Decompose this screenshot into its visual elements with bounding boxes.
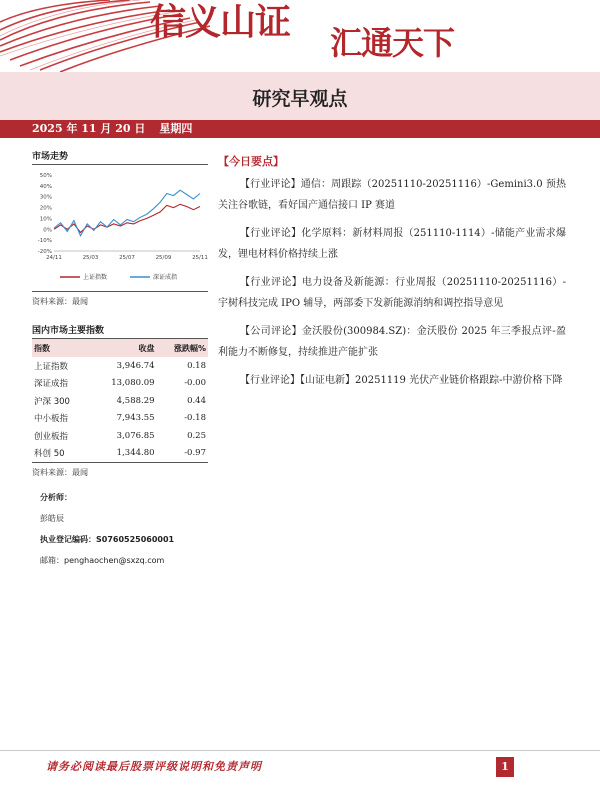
x-tick-label: 25/03 (82, 255, 99, 261)
left-column (32, 150, 208, 571)
title-band (0, 72, 600, 120)
index-name: 创业板指 (34, 431, 69, 442)
y-tick-label: 30% (39, 194, 52, 201)
x-tick-label: 25/09 (155, 255, 172, 261)
report-weekday: 星期四 (159, 122, 193, 135)
header-banner (0, 0, 600, 72)
index-name: 深证成指 (34, 379, 69, 390)
slogan-part1: 信义山证 (150, 1, 291, 43)
footer-disclaimer[interactable]: 请务必阅读最后股票评级说明和免责声明 (46, 760, 262, 773)
divider (32, 462, 208, 463)
analyst-block (32, 487, 208, 571)
index-name: 上证指数 (34, 361, 69, 372)
right-column (218, 150, 566, 398)
series-line-1 (54, 204, 200, 232)
key-point-item[interactable]: 【行业评论】【山证电新】20251119 光伏产业链价格跟踪-中游价格下降 (240, 375, 563, 386)
legend-label: 深证成指 (153, 274, 178, 281)
table-header-row (32, 339, 208, 357)
table-source: 资料来源：最闻 (32, 468, 88, 477)
y-tick-label: 10% (39, 216, 52, 223)
y-tick-label: 0% (43, 227, 52, 234)
table-row (32, 357, 208, 375)
table-row (32, 427, 208, 445)
analyst-reg-no: 执业登记编码：S0760525060001 (40, 535, 175, 544)
index-name: 中小板指 (34, 414, 69, 425)
col-header-change: 涨跌幅% (157, 339, 208, 357)
footer-divider (0, 750, 600, 751)
index-change: -0.18 (184, 413, 206, 424)
date-bar (0, 120, 600, 138)
table-row (32, 375, 208, 393)
today-heading: 【今日要点】 (218, 155, 284, 168)
series-line-2 (54, 190, 200, 236)
key-point-item[interactable]: 【公司评论】金沃股份(300984.SZ)：金沃股份 2025 年三季报点评-盈利能力不断修复，持续推进产能扩张 (218, 326, 566, 358)
index-close: 4,588.29 (116, 395, 155, 406)
index-change: 0.18 (187, 360, 206, 371)
col-header-close: 收盘 (89, 339, 157, 357)
table-row (32, 410, 208, 428)
slogan-part2: 汇通天下 (330, 24, 455, 62)
index-close: 1,344.80 (116, 448, 155, 459)
divider (32, 291, 208, 292)
report-title: 研究早观点 (252, 88, 348, 110)
key-point-item[interactable]: 【行业评论】通信：周跟踪（20251110-20251116）-Gemini3.0 预热关注谷歌链，看好国产通信接口 IP 赛道 (218, 179, 566, 211)
market-trend-title: 市场走势 (32, 152, 69, 162)
y-tick-label: 50% (39, 173, 52, 179)
index-close: 3,076.85 (116, 430, 155, 441)
chart-source: 资料来源：最闻 (32, 297, 88, 306)
key-point-item[interactable]: 【行业评论】化学原料：新材料周报（251110-1114）-储能产业需求爆发，锂电材料价格持续上涨 (218, 228, 566, 260)
index-close: 13,080.09 (111, 378, 155, 389)
report-date: 2025 年 11 月 20 日 (32, 122, 146, 135)
indices-title: 国内市场主要指数 (32, 326, 105, 336)
y-tick-label: 40% (39, 183, 52, 190)
market-trend-svg (32, 165, 208, 291)
index-name: 科创 50 (34, 449, 65, 460)
analyst-name: 彭皓辰 (40, 514, 64, 523)
analyst-email[interactable]: 邮箱：penghaochen@sxzq.com (40, 556, 165, 565)
x-tick-label: 25/11 (192, 255, 208, 261)
index-change: -0.00 (184, 378, 206, 389)
market-trend-chart (32, 165, 208, 291)
legend-label: 上证指数 (83, 274, 108, 281)
col-header-index: 指数 (32, 339, 89, 357)
page-number: 1 (496, 757, 514, 777)
analyst-label: 分析师： (40, 493, 72, 502)
table-row (32, 445, 208, 463)
index-close: 3,946.74 (116, 360, 155, 371)
y-tick-label: -10% (37, 238, 52, 245)
y-tick-label: -20% (37, 249, 52, 255)
table-row (32, 392, 208, 410)
index-name: 沪深 300 (34, 396, 70, 407)
index-close: 7,943.55 (116, 413, 155, 424)
y-tick-label: 20% (39, 205, 52, 212)
x-tick-label: 25/07 (119, 255, 135, 261)
indices-table (32, 339, 208, 462)
index-change: -0.97 (184, 448, 206, 459)
fan-lines-decoration (0, 0, 600, 72)
index-change: 0.25 (187, 430, 206, 441)
index-change: 0.44 (187, 395, 206, 406)
key-point-item[interactable]: 【行业评论】电力设备及新能源：行业周报（20251110-20251116）-宇树科技完成 IPO 辅导，两部委下发新能源消纳和调控指导意见 (218, 277, 566, 309)
x-tick-label: 24/11 (46, 255, 62, 261)
